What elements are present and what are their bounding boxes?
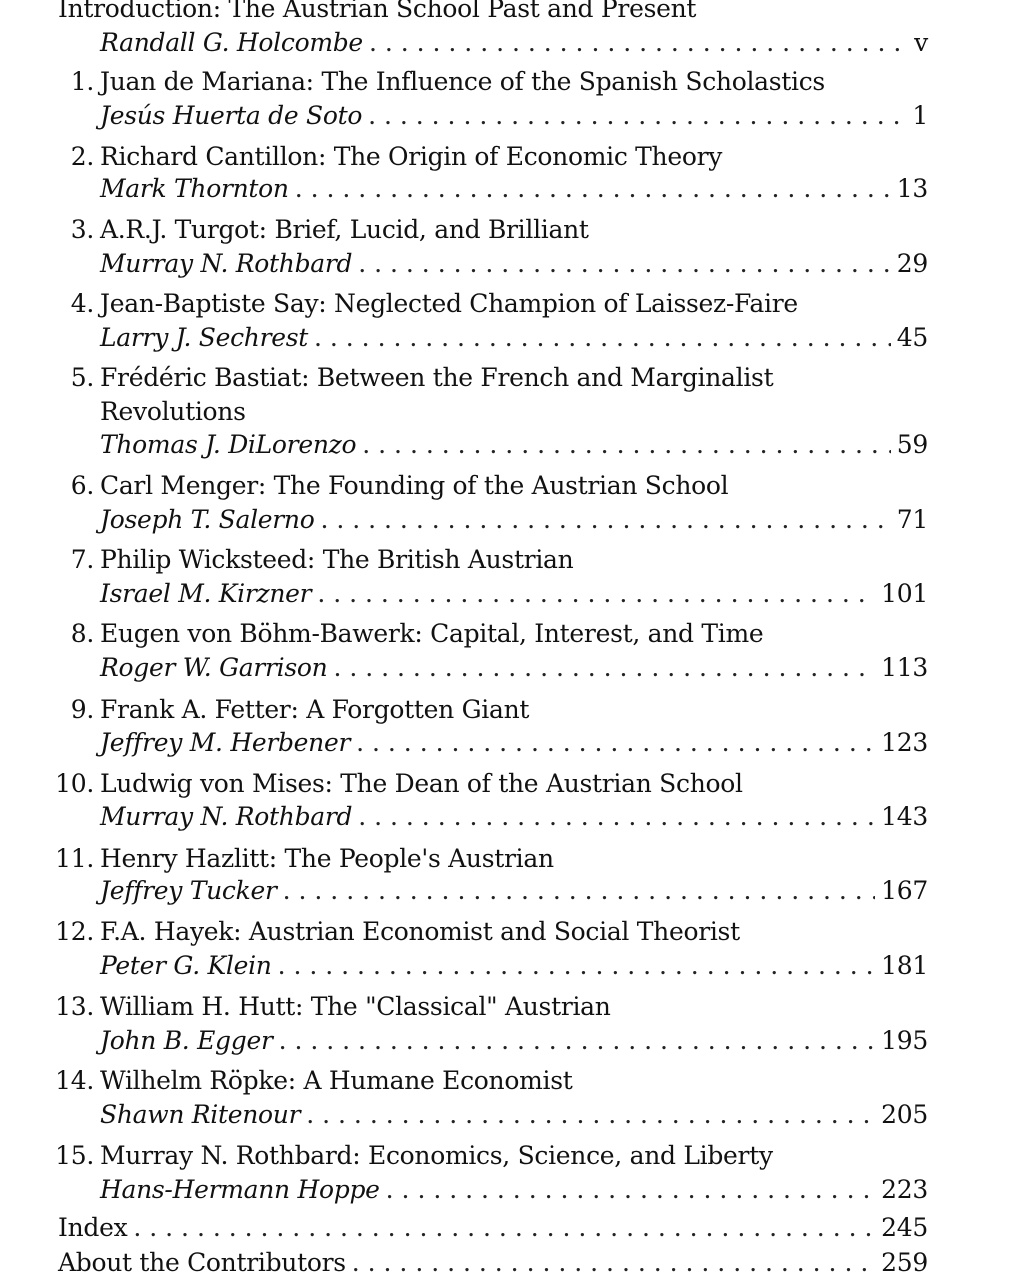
back-matter-page: 259 (881, 1248, 928, 1277)
toc-entry-link[interactable] (100, 800, 928, 834)
chapter-author: Jesús Huerta de Soto (100, 101, 363, 130)
dot-leader (333, 651, 875, 685)
chapter-number: 8. (70, 619, 94, 648)
chapter-page: 101 (881, 579, 928, 608)
chapter-14-title-line (0, 1064, 1024, 1098)
chapter-title: Philip Wicksteed: The British Austrian (100, 545, 574, 574)
dot-leader (362, 428, 891, 462)
chapter-11-title-line (0, 842, 1024, 876)
chapter-title: Richard Cantillon: The Origin of Economic Theory (100, 142, 723, 171)
intro-title-line (0, 0, 1024, 26)
chapter-author: Jeffrey Tucker (100, 876, 277, 905)
chapter-page: 195 (881, 1026, 928, 1055)
toc-entry-link[interactable] (100, 949, 928, 983)
chapter-title: Wilhelm Röpke: A Humane Economist (100, 1066, 573, 1095)
toc-entry-link[interactable] (100, 26, 928, 60)
index-line (0, 1211, 1024, 1245)
intro-page: v (914, 28, 928, 57)
toc-entry-link[interactable] (58, 1211, 928, 1245)
chapter-page: 223 (881, 1175, 928, 1204)
chapter-1-title-line (0, 65, 1024, 99)
chapter-number: 9. (70, 695, 94, 724)
chapter-page: 59 (896, 430, 928, 459)
chapter-title: Carl Menger: The Founding of the Austrian School (100, 471, 729, 500)
chapter-number: 10. (55, 769, 94, 798)
chapter-15-author-line (0, 1173, 1024, 1207)
chapter-7-author-line (0, 577, 1024, 611)
chapter-12-title-line (0, 915, 1024, 949)
dot-leader (295, 172, 891, 206)
chapter-author: Hans-Hermann Hoppe (100, 1175, 380, 1204)
chapter-8-author-line (0, 651, 1024, 685)
chapter-author: Murray N. Rothbard (100, 802, 353, 831)
intro-author-line (0, 26, 1024, 60)
chapter-15-title-line (0, 1139, 1024, 1173)
dot-leader (358, 247, 891, 281)
chapter-title: Murray N. Rothbard: Economics, Science, and Liberty (100, 1141, 773, 1170)
chapter-page: 71 (896, 505, 928, 534)
chapter-page: 143 (881, 802, 928, 831)
chapter-number: 6. (70, 471, 94, 500)
dot-leader (386, 1173, 876, 1207)
toc-entry-link[interactable] (100, 503, 928, 537)
dot-leader (306, 1098, 875, 1132)
chapter-title: Eugen von Böhm-Bawerk: Capital, Interest, and Time (100, 619, 764, 648)
chapter-author: Thomas J. DiLorenzo (100, 430, 357, 459)
chapter-page: 113 (881, 653, 928, 682)
chapter-page: 205 (881, 1100, 928, 1129)
dot-leader (369, 26, 908, 60)
chapter-number: 11. (55, 844, 94, 873)
chapter-page: 181 (881, 951, 928, 980)
chapter-author: Jeffrey M. Herbener (100, 728, 351, 757)
dot-leader (358, 800, 875, 834)
chapter-2-author-line (0, 172, 1024, 206)
chapter-author: Mark Thornton (100, 174, 289, 203)
chapter-author: John B. Egger (100, 1026, 273, 1055)
chapter-number: 5. (70, 363, 94, 392)
toc-entry-link[interactable] (100, 1098, 928, 1132)
chapter-author: Israel M. Kirzner (100, 579, 312, 608)
dot-leader (133, 1211, 875, 1245)
chapter-number: 2. (70, 142, 94, 171)
back-matter-page: 245 (881, 1213, 928, 1242)
toc-entry-link[interactable] (100, 1173, 928, 1207)
back-matter-title: Index (58, 1213, 128, 1242)
chapter-author: Roger W. Garrison (100, 653, 328, 682)
chapter-title: Ludwig von Mises: The Dean of the Austrian School (100, 769, 743, 798)
chapter-title: Juan de Mariana: The Influence of the Spanish Scholastics (100, 67, 825, 96)
chapter-5-author-line (0, 428, 1024, 462)
chapter-title: Frédéric Bastiat: Between the French and Marginalist (100, 363, 774, 392)
dot-leader (356, 726, 875, 760)
chapter-title-continued: Revolutions (100, 397, 246, 426)
chapter-page: 167 (881, 876, 928, 905)
toc-entry-link[interactable] (100, 874, 928, 908)
chapter-page: 13 (896, 174, 928, 203)
chapter-9-author-line (0, 726, 1024, 760)
toc-entry-link[interactable] (100, 99, 928, 133)
contributors-line (0, 1246, 1024, 1280)
chapter-page: 123 (881, 728, 928, 757)
chapter-number: 7. (70, 545, 94, 574)
chapter-3-title-line (0, 213, 1024, 247)
chapter-number: 15. (55, 1141, 94, 1170)
chapter-author: Shawn Ritenour (100, 1100, 301, 1129)
intro-title: Introduction: The Austrian School Past and Present (58, 0, 697, 23)
intro-author: Randall G. Holcombe (100, 28, 363, 57)
chapter-12-author-line (0, 949, 1024, 983)
chapter-4-title-line (0, 287, 1024, 321)
chapter-10-title-line (0, 767, 1024, 801)
chapter-10-author-line (0, 800, 1024, 834)
toc-entry-link[interactable] (100, 172, 928, 206)
dot-leader (283, 874, 876, 908)
dot-leader (278, 949, 876, 983)
chapter-author: Joseph T. Salerno (100, 505, 315, 534)
chapter-7-title-line (0, 543, 1024, 577)
dot-leader (314, 321, 891, 355)
chapter-title: A.R.J. Turgot: Brief, Lucid, and Brilliant (100, 215, 589, 244)
chapter-author: Peter G. Klein (100, 951, 272, 980)
chapter-6-title-line (0, 469, 1024, 503)
chapter-page: 1 (912, 101, 928, 130)
back-matter-title: About the Contributors (58, 1248, 346, 1277)
dot-leader (320, 503, 890, 537)
toc-entry-link[interactable] (100, 651, 928, 685)
chapter-page: 45 (896, 323, 928, 352)
dot-leader (368, 99, 906, 133)
dot-leader (352, 1246, 875, 1280)
chapter-title: Frank A. Fetter: A Forgotten Giant (100, 695, 530, 724)
chapter-title: Henry Hazlitt: The People's Austrian (100, 844, 554, 873)
chapter-author: Larry J. Sechrest (100, 323, 308, 352)
chapter-title: F.A. Hayek: Austrian Economist and Social Theorist (100, 917, 740, 946)
chapter-13-author-line (0, 1024, 1024, 1058)
toc-entry-link[interactable] (100, 247, 928, 281)
chapter-1-author-line (0, 99, 1024, 133)
chapter-number: 3. (70, 215, 94, 244)
chapter-title: Jean-Baptiste Say: Neglected Champion of Laissez-Faire (100, 289, 798, 318)
chapter-author: Murray N. Rothbard (100, 249, 353, 278)
toc-entry-link[interactable] (100, 577, 928, 611)
chapter-number: 1. (70, 67, 94, 96)
toc-entry-link[interactable] (100, 321, 928, 355)
chapter-number: 13. (55, 992, 94, 1021)
chapter-2-title-line (0, 140, 1024, 174)
chapter-5-title-line (0, 361, 1024, 395)
chapter-number: 14. (55, 1066, 94, 1095)
chapter-11-author-line (0, 874, 1024, 908)
toc-entry-link[interactable] (100, 726, 928, 760)
chapter-number: 12. (55, 917, 94, 946)
toc-entry-link[interactable] (58, 1246, 928, 1280)
chapter-number: 4. (70, 289, 94, 318)
chapter-13-title-line (0, 990, 1024, 1024)
chapter-5-title-line-2 (0, 395, 1024, 429)
chapter-8-title-line (0, 617, 1024, 651)
chapter-9-title-line (0, 693, 1024, 727)
toc-entry-link[interactable] (100, 1024, 928, 1058)
dot-leader (279, 1024, 876, 1058)
chapter-6-author-line (0, 503, 1024, 537)
chapter-page: 29 (896, 249, 928, 278)
chapter-3-author-line (0, 247, 1024, 281)
chapter-title: William H. Hutt: The "Classical" Austrian (100, 992, 611, 1021)
chapter-14-author-line (0, 1098, 1024, 1132)
dot-leader (317, 577, 875, 611)
toc-entry-link[interactable] (100, 428, 928, 462)
chapter-4-author-line (0, 321, 1024, 355)
